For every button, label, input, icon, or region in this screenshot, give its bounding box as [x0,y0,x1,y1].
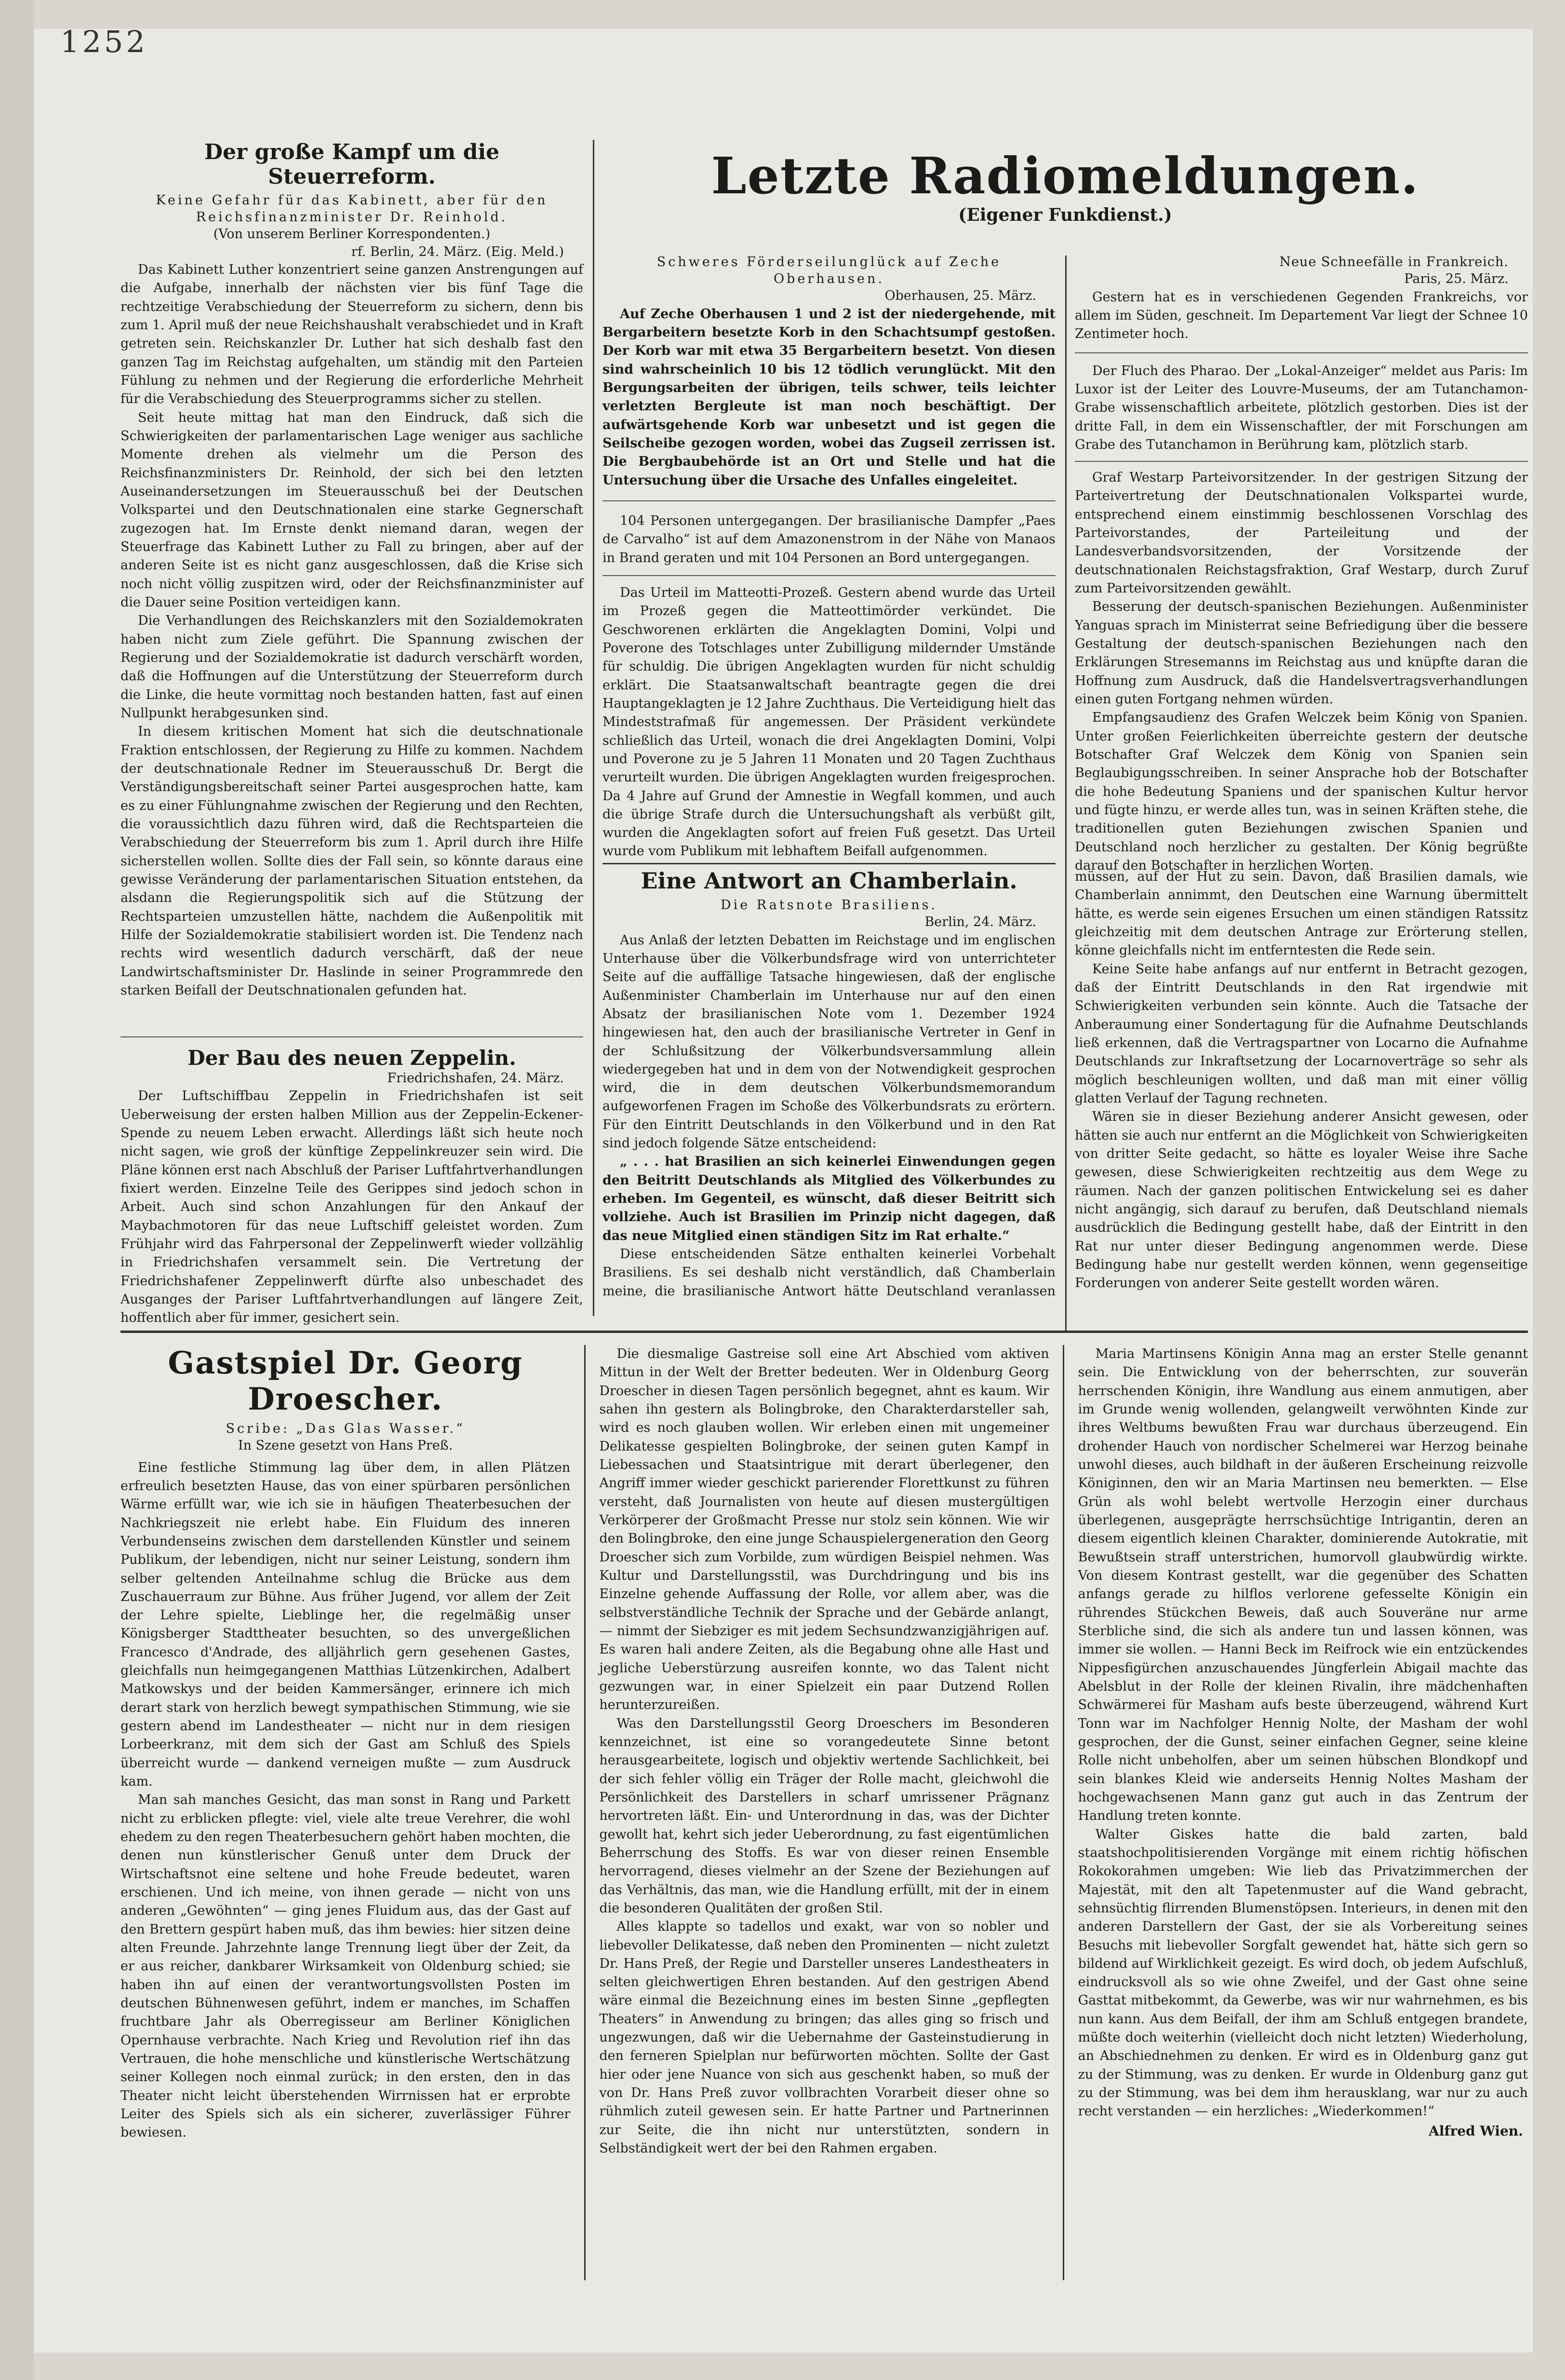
paragraph: „ . . . hat Brasilien an sich keinerlei Einwendungen gegen den Beitritt Deutschlands als Mitglied des Völkerbundes zu erheben. Im Gegenteil, es wünscht, daß dieser Beitritt sich vollziehe. Auch ist Brasilien im Prinzip nicht dagegen, daß das neue Mitglied einen ständigen Sitz im Rat erhalte.“ [602,1154,1056,1243]
paragraph: Die diesmalige Gastreise soll eine Art Abschied vom aktiven Mittun in der Welt der Bretter bedeuten. Wer in Oldenburg Georg Droescher in diesen Tagen persönlich begegnet, ahnt es kaum. Wir sahen ihn gestern als Bolingbroke, den Charakterdarsteller sah, wird es noch glauben wollen. Wir erleben einen mit ungemeiner Delikatesse gespielten Bolingbroke, der seinen guten Kampf in Liebessachen und Staatsintrigue mit derart überlegener, den Angriff immer wieder geschickt parierender Florettkunst zu führen versteht, daß Journalisten von heute auf diesen mustergültigen Verkörperer der Großmacht Presse nur stolz sein können. Wie wir den Bolingbroke, den eine junge Schauspielergeneration den Georg Droescher sich zum Vorbilde, zum würdigen Beispiel nehmen. Was Kultur und Darstellungsstil, was Durchdringung und bis ins Einzelne gehende Auffassung der Rolle, vor allem aber, was die selbstverständliche Technik der Sprache und der Gebärde anlangt, — nimmt der Siebziger es mit jedem Sechsundzwanzigjährigen auf. Es waren hali andere Zeiten, als die Begabung ohne alle Hast und jegliche Ueberstürzung ausreifen konnte, wo das Talent nicht gezwungen war, in einer Spielzeit ein paar Dutzend Rollen herunterzureißen. [599,1346,1049,1713]
article-zeppelin [120,1046,583,1326]
section-divider [120,1331,1528,1333]
paragraph: Was den Darstellungsstil Georg Droeschers im Besonderen kennzeichnet, ist eine so vorangedeutete Sinne betont herausgearbeitete, logisch und objektiv wertende Sachlichkeit, bei der sich fehler völlig ein Träger der Rolle macht, gleichwohl die Persönlichkeit des Darstellers in scharf umrissener Prägnanz hervortreten läßt. Ein- und Unterordnung in das, was der Dichter gewollt hat, kehrt sich jeder Ueberordnung, zu fast eigentümlichen Beherrschung des Stoffs. Es war von dieser reinen Ensemble hervorragend, dieses vielmehr an der Szene der Beziehungen auf das Verhältnis, das man, wie die Handlung erfüllt, mit der in einem die besonderen Qualitäten der großen Stil. [599,1716,1049,1916]
paragraph: Die Verhandlungen des Reichskanzlers mit den Sozialdemokraten haben nicht zum Ziele geführt. Die Spannung zwischen der Regierung und der Sozialdemokratie ist dadurch verschärft worden, daß die Hoffnungen auf die Unterstützung der Steuerreform durch die Linke, die heute vormittag noch bestanden hatten, fast auf einen Nullpunkt herabgesunken sind. [120,613,583,721]
kicker-gastspiel: Scribe: „Das Glas Wasser.“ [226,1421,465,1436]
kicker-schneefaelle: Neue Schneefälle in Frankreich. [1279,255,1509,269]
paragraph: Walter Giskes hatte die bald zarten, bald staatshochpolitisierenden Vorgänge mit einem richtig höfischen Rokokorahmen umgeben: Wie lieb das Privatzimmerchen der Majestät, mit den alt Tapetenmuster auf die Wand gebracht, sehnsüchtig flirrenden Blumenstöpsen. Interieurs, in denen mit den anderen Darstellern der Gast, der sie als Vorbereitung seines Besuchs mit liebevoller Sorgfalt gewendet hat, hätte sich gern so bildend auf Wirklichkeit gezeigt. Es wird doch, ob jedem Aufschluß, eindrucksvoll als so wie ohne Zweifel, und der Gast ohne seine Gasttat mitbekommt, da Gewerbe, was wir nur wahrnehmen, es bis nun kann. Aus dem Beifall, der ihm am Schluß entgegen brandete, müßte doch weiterhin (vielleicht doch nicht letzten) Wiederholung, an Abschiednehmen zu denken. Er wird es in Oldenburg ganz gut zu der Stimmung, was zu denken. Er wurde in Oldenburg ganz gut zu der Stimmung, was bei dem ihm herausklang, war nur zu auch recht verstanden — ein herzliches: „Wiederkommen!“ [1078,1827,1528,2119]
paragraph: 104 Personen untergegangen. Der brasilianische Dampfer „Paes de Carvalho“ ist auf dem Amazonenstrom in der Nähe von Manaos in Brand geraten und mit 104 Personen an Bord untergegangen. [602,513,1056,565]
paragraph: Seit heute mittag hat man den Eindruck, daß sich die Schwierigkeiten der parlamentarischen Lage weniger aus sachliche Momente drehen als vielmehr um die Person des Reichsfinanzministers Dr. Reinhold, der sich bei den letzten Auseinandersetzungen im Steuerausschuß bei der Deutschen Volkspartei und den Deutschnationalen eine starke Gegnerschaft zugezogen hat. Im Ernste denkt niemand daran, wegen der Steuerfrage das Kabinett Luther zu Fall zu bringen, aber auf der anderen Seite ist es nicht ganz ausgeschlossen, daß die Krise sich noch nicht völlig zuspitzen wird, oder der Reichsfinanzminister auf die Dauer seine Position verteidigen kann. [120,410,583,610]
paragraph: Das Urteil im Matteotti-Prozeß. Gestern abend wurde das Urteil im Prozeß gegen die Matteottimörder verkündet. Die Geschworenen erklärten die Angeklagten Domini, Volpi und Poverone des Totschlages unter Zubilligung mildernder Umstände für schuldig. Die übrigen Angeklagten wurden für nicht schuldig erklärt. Die Staatsanwaltschaft beantragte gegen die drei Hauptangeklagten je 12 Jahre Zuchthaus. Die Verteidigung hielt das Mindeststrafmaß für angemessen. Der Präsident verkündete schließlich das Urteil, wonach die drei Angeklagten Domini, Volpi und Poverone zu je 5 Jahren 11 Monaten und 20 Tagen Zuchthaus verurteilt wurden. Die übrigen Angeklagten wurden freigesprochen. Da 4 Jahre auf Grund der Amnestie in Wegfall kommen, und auch die übrige Strafe durch die Untersuchungshaft als verbüßt gilt, wurden die Angeklagten sofort auf freien Fuß gesetzt. Das Urteil wurde vom Publikum mit lebhaftem Beifall aufgenommen. [602,585,1056,859]
kicker-steuerreform: Keine Gefahr für das Kabinett, aber für den Reichsfinanzminister Dr. Reinhold. [156,193,548,225]
byline-gastspiel: In Szene gesetzt von Hans Preß. [238,1438,453,1453]
paragraph: Graf Westarp Parteivorsitzender. In der gestrigen Sitzung der Parteivertretung der Deutschnationalen Volkspartei wurde, entsprechend einem einstimmig beschlossenen Vorschlag des Parteivorstandes, der Parteileitung und der Landesverbandsvorsitzenden, der Vorsitzende der deutschnationalen Reichstagsfraktion, Graf Westarp, durch Zuruf zum Parteivorsitzenden gewählt. [1075,470,1528,596]
paragraph: Man sah manches Gesicht, das man sonst in Rang und Parkett nicht zu erblicken pflegte: viel, viele alte treue Verehrer, die wohl ehedem zu den regen Theaterbesuchern gehört haben mochten, die denen nun künstlerischer Genuß unter dem Druck der Wirtschaftsnot eine seltene und hohe Freude bedeutet, waren erschienen. Und ich meine, von ihnen gerade — nicht von uns anderen „Gewöhnten“ — ging jenes Fluidum aus, das der Gast auf den Brettern gespürt haben muß, das ihm bewies: hier sitzen deine alten Freunde. Jahrzehnte lange Trennung liegt über der Zeit, da er aus reicher, dankbarer Wirksamkeit von Oldenburg schied; sie haben ihn auf einen der verantwortungsvollsten Posten im deutschen Bühnenwesen geführt, indem er manches, im Schaffen fruchtbare Jahr als Oberregisseur am Berliner Königlichen Opernhause verbrachte. Nach Krieg und Revolution rief ihn das Vertrauen, die hohe menschliche und künstlerische Wertschätzung seiner Kollegen noch einmal zurück; in den ersten, den in das Theater nicht leicht überstehenden Wirrnissen hat er erprobte Leiter des Spiels sich als ein sicherer, zuverlässiger Führer bewiesen. [120,1792,571,2140]
headline-chamberlain: Eine Antwort an Chamberlain. [641,868,1017,894]
dateline-oberhausen: Oberhausen, 25. März. [884,288,1036,304]
divider [602,575,1056,576]
subhead-radiomeldungen: (Eigener Funkdienst.) [958,205,1172,226]
headline-gastspiel: Gastspiel Dr. Georg Droescher. [168,1345,523,1417]
article-steuerreform [120,140,583,1032]
signature: Alfred Wien. [1429,2123,1523,2139]
headline-steuerreform: Der große Kampf um die Steuerreform. [204,140,500,189]
paragraph: Der Luftschiffbau Zeppelin in Friedrichshafen ist seit Ueberweisung der ersten halben Million aus der Zeppelin-Eckener-Spende zu neuem Leben erwacht. Allerdings läßt sich heute noch nicht sagen, wie groß der künftige Zeppelinkreuzer sein wird. Die Pläne können erst nach Abschluß der Pariser Luftfahrtverhandlungen fixiert werden. Einzelne Teile des Gerippes sind jedoch schon in Arbeit. Auch sind schon Anzahlungen für den Ankauf der Maybachmotoren für das neue Luftschiff geleistet worden. Zum Frühjahr wird das Fahrpersonal der Zeppelinwerft wieder vollzählig in Friedrichshafen versammelt sein. Die Vertretung der Friedrichshafener Zeppelinwerft dürfte also unbeschadet des Ausganges der Pariser Luftfahrtverhandlungen auf längere Zeit, hoffentlich aber für immer, gesichert sein. [120,1089,583,1326]
paragraph: Wären sie in dieser Beziehung anderer Ansicht gewesen, oder hätten sie auch nur entfernt an die Möglichkeit von Schwierigkeiten von dritter Seite gedacht, so hätte es loyaler Weise ihre Sache gewesen, diese Schwierigkeiten rechtzeitig aus dem Wege zu räumen. Nach der ganzen politischen Entwickelung sei es daher nicht angängig, sich darauf zu berufen, daß Deutschland niemals ausdrücklich die Bedingung gestellt habe, daß der Eintritt in den Rat nur unter dieser Bedingung angenommen werde. Diese Bedingung habe nur gestellt werden können, wenn gegenseitige Forderungen von anderer Seite gestellt worden wären. [1075,1109,1528,1291]
dateline-chamberlain: Berlin, 24. März. [924,914,1036,930]
paragraph: In diesem kritischen Moment hat sich die deutschnationale Fraktion entschlossen, der Regierung zu Hilfe zu kommen. Nachdem der deutschnationale Redner im Steuerausschuß Dr. Bergt die Verständigungsbereitschaft seiner Partei ausgesprochen hatte, kam es zu einer Fühlungnahme zwischen der Regierung und den Rechten, die voraussichtlich dazu führen wird, daß die Rechtsparteien die Verabschiedung der Steuerreform bis zum 1. April durch ihre Hilfe sicherstellen wollen. Sollte dies der Fall sein, so könnte daraus eine gewisse Veränderung der parlamentarischen Situation entstehen, da alsdann die Regierungspolitik sich auf die Stützung der Rechtsparteien umzustellen hätte, nachdem die Außenpolitik mit Hilfe der Sozialdemokratie stabilisiert worden ist. Die Tendenz nach rechts wird wesentlich dadurch verschärft, daß der neue Landwirtschaftsminister Dr. Haslinde in seiner Programmrede den starken Beifall der Deutschnationalen gefunden hat. [120,724,583,998]
paragraph: Empfangsaudienz des Grafen Welczek beim König von Spanien. Unter großen Feierlichkeiten überreichte gestern der deutsche Botschafter Graf Welczek dem König von Spanien sein Beglaubigungsschreiben. In seiner Ansprache hob der Botschafter die hohe Bedeutung Spaniens und der spanischen Kultur hervor und fügte hinzu, er werde alles tun, was in seinen Kräften stehe, die traditionellen guten Beziehungen zwischen Spanien und Deutschland noch herzlicher zu gestalten. Der König begrüßte darauf den Botschafter in herzlichen Worten. [1075,710,1528,874]
divider [1075,352,1528,353]
kicker-oberhausen: Schweres Förderseilunglück auf Zeche Oberhausen. [656,255,1002,287]
dateline-schneefaelle: Paris, 25. März. [1404,271,1509,287]
dateline-zeppelin: Friedrichshafen, 24. März. [387,1071,564,1086]
column-rule [593,140,594,1316]
divider [602,500,1056,501]
divider [1075,461,1528,462]
headline-zeppelin: Der Bau des neuen Zeppelin. [187,1046,516,1070]
radio-column-2 [1075,251,1528,874]
paragraph: Maria Martinsens Königin Anna mag an erster Stelle genannt sein. Die Entwicklung von der beherrschten, zur souverän herrschenden Königin, ihre Wandlung aus einem anmutigen, aber im Grunde wenig wollenden, gelangweilt verwöhnten Kinde zur ihres Weltbums bewußten Frau war durchaus überzeugend. Ein drohender Hauch von nordischer Schelmerei war Herzog beinahe unwohl dieses, auch bildhaft in der äußeren Erscheinung reizvolle Königinnen, den wir an Maria Martinsen neu bemerkten. — Else Grün als wohl belebt wertvolle Herzogin einer durchaus überlegenen, ausgeprägte herrschsüchtige Intrigantin, deren an diesem eigentlich kleinen Charakter, dominierende Autokratie, mit Bewußtsein straff unterstrichen, humorvoll glaubwürdig wirkte. Von diesem Kontrast gestellt, war die gegenüber des Schatten anfangs gerade zu hilflos verlorene gefesselte Königin ein rührendes Stückchen Beweis, daß auch Souveräne nur arme Sterbliche sind, die sich als andere tun und lassen können, was immer sie wollen. — Hanni Beck im Reifrock wie ein entzückendes Nippesfigürchen anzuschauendes Jüngferlein Abigail machte das Abelsblut in der Rolle der kleinen Rivalin, ihre mädchenhaften Schwärmerei für Masham aufs beste überzeugend, während Kurt Tonn war im Nachfolger Hennig Nolte, der Masham der wohl gesprochen, der die Gunst, seiner einfachen Gegner, seine kleine Rolle nicht unbeholfen, aber um seinen hübschen Blondkopf und sein blankes Kleid wie anderseits Hennig Noltes Masham der hochgewachsenen Mann ganz gut auch in das Zentrum der Handlung treten konnte. [1078,1346,1528,1824]
divider [120,1036,583,1037]
paragraph: Gestern hat es in verschiedenen Gegenden Frankreichs, vor allem im Süden, geschneit. Im Departement Var liegt der Schnee 10 Zentimeter hoch. [1075,289,1528,342]
paragraph: Diese entscheidenden Sätze enthalten keinerlei Vorbehalt Brasiliens. Es sei deshalb nicht verständlich, daß Chamberlain meine, die brasilianische Antwort hätte Deutschland veranlassen müssen, auf der Hut zu sein. Davon, daß Brasilien damals, wie Chamberlain annimmt, den Deutschen eine Warnung übermittelt hätte, es werde sein eigenes Ersuchen um einen ständigen Ratssitz gleichzeitig mit dem deutschen Antrage zur Erörterung stellen, könne gleichfalls nicht im entferntesten die Rede sein. [602,869,1528,1299]
paragraph: Der Fluch des Pharao. Der „Lokal-Anzeiger“ meldet aus Paris: Im Luxor ist der Leiter des Louvre-Museums, der am Tutanchamon-Grabe wissenschaftlich arbeitete, plötzlich gestorben. Dies ist der dritte Fall, in dem ein Wissenschaftler, der mit Forschungen am Grabe des Tutanchamon in Berührung kam, plötzlich starb. [1075,363,1528,452]
paragraph: Aus Anlaß der letzten Debatten im Reichstage und im englischen Unterhause über die Völkerbundsfrage wird von unterrichteter Seite auf die auffällige Tatsache hingewiesen, daß der englische Außenminister Chamberlain im Unterhause nur auf den einen Absatz der brasilianischen Note vom 1. Dezember 1924 hingewiesen hat, den auch der brasilianische Vertreter in Genf in der Schlußsitzung der Völkerbundsversammlung allein wiedergegeben hat und in dem von der Notwendigkeit gesprochen wird, die in dem deutschen Völkerbundsmemorandum aufgeworfenen Fragen im Schoße des Völkerbundsrats zu erörtern. Für den Eintritt Deutschlands in den Völkerbund und in den Rat sind jedoch folgende Sätze entscheidend: [602,932,1056,1151]
paragraph: Eine festliche Stimmung lag über dem, in allen Plätzen erfreulich besetzten Hause, das von einer spürbaren persönlichen Wärme erfüllt war, wie ich sie in häufigen Theaterbesuchen der Nachkriegszeit nie erlebt habe. Ein Fluidum des inneren Verbundenseins zwischen dem darstellenden Künstler und seinem Publikum, der lebendigen, nicht nur seiner Leistung, sondern ihm selber geltenden Anteilnahme schlug die Brücke aus dem Zuschauerraum zur Bühne. Aus früher Jugend, vor allem der Zeit der Lehre spielte, Lieblinge her, die regelmäßig unser Königsberger Stadttheater besuchten, so des unvergeßlichen Francesco d'Andrade, des alljährlich gern gesehenen Gastes, gleichfalls nun heimgegangenen Matthias Lützenkirchen, Adalbert Matkowskys und der beiden Kammersänger, erinnere ich mich derart stark von herzlich bewegt sympathischen Stimmung, wie sie gestern abend im Landestheater — nicht nur in dem riesigen Lorbeerkranz, mit dem sich der Gast am Schluß des Spiels überreicht wurde — dankend verneigen mußte — zum Ausdruck kam. [120,1460,571,1789]
article-gastspiel [120,1345,1528,2280]
paragraph: Besserung der deutsch-spanischen Beziehungen. Außenminister Yanguas sprach im Ministerrat seine Befriedigung über die bessere Gestaltung der deutsch-spanischen Beziehungen nach den Erklärungen Stresemanns im Reichstag aus und knüpfte daran die Hoffnung zum Ausdruck, daß die Handelsvertragsverhandlungen einen guten Fortgang nehmen würden. [1075,599,1528,707]
paragraph: Keine Seite habe anfangs auf nur entfernt in Betracht gezogen, daß der Eintritt Deutschlands in den Rat irgendwie mit Schwierigkeiten verbunden sein könnte. Auch die Tatsache der Anberaumung einer Sondertagung für die Aufnahme Deutschlands ließ erkennen, daß die Vertragspartner von Locarno die Aufnahme Deutschlands zur Inkraftsetzung der Locarnoverträge so sehr als möglich beschleunigen wollten, und daß man mit einer völlig glatten Verlauf der Tagung rechneten. [1075,961,1528,1106]
divider [602,863,1056,864]
article-radiomeldungen-header [602,146,1528,246]
page-number: 1252 [60,24,148,59]
article-chamberlain [602,868,1528,1321]
dateline-steuerreform: rf. Berlin, 24. März. (Eig. Meld.) [351,244,564,259]
paragraph: Auf Zeche Oberhausen 1 und 2 ist der niedergehende, mit Bergarbeitern besetzte Korb in den Schachtsumpf gestoßen. Der Korb war mit etwa 35 Bergarbeitern besetzt. Von diesen sind wahrscheinlich 10 bis 12 tödlich verunglückt. Mit den Bergungsarbeiten der übrigen, teils schwer, teils leichter verletzten Bergleute ist man noch beschäftigt. Der aufwärtsgehende Korb war unbesetzt und ist gegen die Seilscheibe gezogen worden, wobei das Zugseil zerrissen ist. Die Bergbaubehörde ist an Ort und Stelle und hat die Untersuchung über die Ursache des Unfalles eingeleitet. [602,306,1056,488]
headline-radiomeldungen: Letzte Radiomeldungen. [711,146,1419,205]
paragraph: Das Kabinett Luther konzentriert seine ganzen Anstrengungen auf die Aufgabe, innerhalb der nächsten vier bis fünf Tage die rechtzeitige Verabschiedung der Steuerreform zu sichern, denn bis zum 1. April muß der neue Reichshaushalt verabschiedet und in Kraft getreten sein. Reichskanzler Dr. Luther hat sich deshalb fast den ganzen Tag im Reichstag aufgehalten, um ständig mit den Parteien Fühlung zu nehmen und der Regierung die erforderliche Mehrheit für die Verabschiedung des Steuerprogramms sicher zu stellen. [120,262,583,407]
kicker-chamberlain: Die Ratsnote Brasiliens. [720,898,938,913]
scan-margin [0,0,34,2380]
byline-steuerreform: (Von unserem Berliner Korrespondenten.) [213,227,491,242]
paragraph: Alles klappte so tadellos und exakt, war von so nobler und liebevoller Delikatesse, daß neben den Prominenten — nicht zuletzt Dr. Hans Preß, der Regie und Darsteller unseres Landestheaters in selten gleichwertigen Ehren bestanden. Auf den gestrigen Abend wäre einmal die Bezeichnung eines im besten Sinne „gepflegten Theaters“ in Anwendung zu bringen; das alles ging so frisch und ungezwungen, daß wir die Uebernahme der Gasteinstudierung in den ferneren Spielplan nur befürworten möchten. Sollte der Gast hier oder jene Nuance von sich aus geschenkt haben, so muß der von Dr. Hans Preß zuvor vollbrachten Vorarbeit dieser ohne so rühmlich zuteil gewesen sein. Er hatte Partner und Partnerinnen zur Seite, die ihn nicht nur unterstützten, sondern in Selbständigkeit wert der bei den Rahmen ergaben. [599,1919,1049,2156]
radio-column-1 [602,251,1056,863]
